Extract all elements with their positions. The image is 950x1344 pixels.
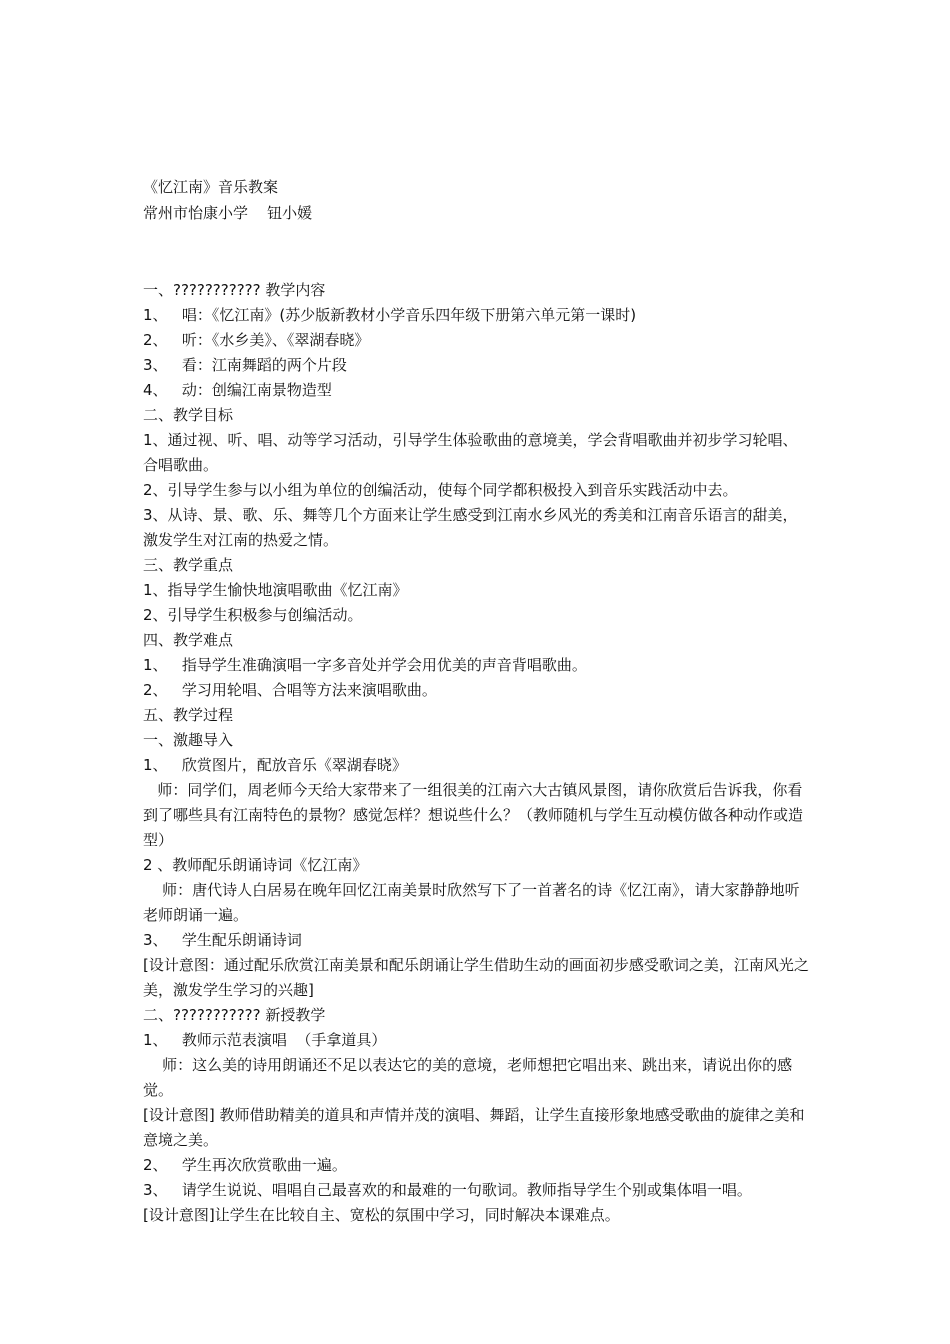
goal-item-2: 2、引导学生参与以小组为单位的创编活动，使每个同学都积极投入到音乐实践活动中去。	[143, 481, 738, 499]
teacher-speech-1: 师：同学们，周老师今天给大家带来了一组很美的江南六大古镇风景图，请你欣赏后告诉我，你看到了哪些具有江南特色的景物？感觉怎样？想说些什么？（教师随机与学生互动模仿做各种动作或造型）	[143, 781, 804, 849]
goal-item-3: 3、从诗、景、歌、乐、舞等几个方面来让学生感受到江南水乡风光的秀美和江南音乐语言的甜美，激发学生对江南的热爱之情。	[143, 506, 798, 549]
section-heading-content: 一、??????????? 教学内容	[143, 281, 326, 299]
document-page	[143, 174, 811, 1228]
subheading-intro: 一、激趣导入	[143, 731, 234, 749]
section-heading-goals: 二、教学目标	[143, 406, 234, 424]
section-heading-difficulties: 四、教学难点	[143, 631, 234, 649]
goal-item-1: 1、通过视、听、唱、动等学习活动，引导学生体验歌曲的意境美，学会背唱歌曲并初步学习轮唱、合唱歌曲。	[143, 431, 798, 474]
difficulty-1: 1、 指导学生准确演唱一字多音处并学会用优美的声音背唱歌曲。	[143, 656, 587, 674]
design-intent-3: [设计意图]让学生在比较自主、宽松的氛围中学习，同时解决本课难点。	[143, 1206, 620, 1224]
teacher-speech-2: 师：唐代诗人白居易在晚年回忆江南美景时欣然写下了一首著名的诗《忆江南》，请大家静静地听老师朗诵一遍。	[143, 881, 800, 924]
subheading-new-teaching: 二、??????????? 新授教学	[143, 1006, 326, 1024]
design-intent-2: [设计意图] 教师借助精美的道具和声情并茂的演唱、舞蹈，让学生直接形象地感受歌曲的旋律之美和意境之美。	[143, 1106, 805, 1149]
document-title: 《忆江南》音乐教案	[143, 178, 279, 196]
process-step-3: 3、 学生配乐朗诵诗词	[143, 931, 302, 949]
teacher-speech-3: 师：这么美的诗用朗诵还不足以表达它的美的意境，老师想把它唱出来、跳出来，请说出你的感觉。	[143, 1056, 793, 1099]
key-point-2: 2、引导学生积极参与创编活动。	[143, 606, 363, 624]
teaching-step-1: 1、 教师示范表演唱 （手拿道具）	[143, 1031, 387, 1049]
document-body	[143, 278, 811, 1228]
content-item-watch: 3、 看：江南舞蹈的两个片段	[143, 356, 347, 374]
teaching-step-2: 2、 学生再次欣赏歌曲一遍。	[143, 1156, 347, 1174]
content-item-move: 4、 动：创编江南景物造型	[143, 381, 332, 399]
process-step-2: 2 、教师配乐朗诵诗词《忆江南》	[143, 856, 368, 874]
spacer	[143, 226, 811, 278]
content-item-sing: 1、 唱：《忆江南》(苏少版新教材小学音乐四年级下册第六单元第一课时)	[143, 306, 637, 324]
difficulty-2: 2、 学习用轮唱、合唱等方法来演唱歌曲。	[143, 681, 437, 699]
design-intent-1: [设计意图：通过配乐欣赏江南美景和配乐朗诵让学生借助生动的画面初步感受歌词之美，江南风光之美，激发学生学习的兴趣]	[143, 956, 809, 999]
key-point-1: 1、指导学生愉快地演唱歌曲《忆江南》	[143, 581, 408, 599]
content-item-listen: 2、 听：《水乡美》、《翠湖春晓》	[143, 331, 370, 349]
document-author: 常州市怡康小学 钮小媛	[143, 204, 313, 222]
teaching-step-3: 3、 请学生说说、唱唱自己最喜欢的和最难的一句歌词。教师指导学生个别或集体唱一唱。	[143, 1181, 752, 1199]
section-heading-process: 五、教学过程	[143, 706, 234, 724]
section-heading-key-points: 三、教学重点	[143, 556, 234, 574]
process-step-1: 1、 欣赏图片，配放音乐《翠湖春晓》	[143, 756, 407, 774]
